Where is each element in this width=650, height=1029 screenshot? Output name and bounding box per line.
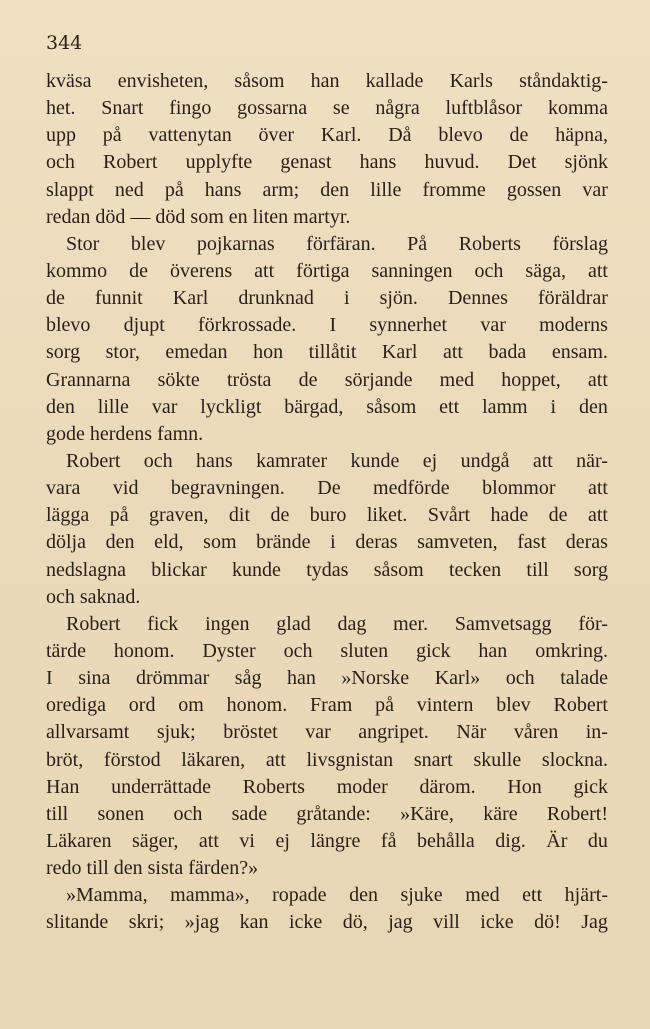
text-line: redan död — död som en liten martyr. xyxy=(46,205,351,228)
text-line: kommo de överens att förtiga sanningen och säga, att xyxy=(46,259,608,282)
text-line: dölja den eld, som brände i deras samveten, fast deras xyxy=(46,531,608,554)
body-text xyxy=(46,68,608,937)
text-line: och saknad. xyxy=(46,585,141,608)
text-line: gode herdens famn. xyxy=(46,422,204,445)
text-line: »Mamma, mamma», ropade den sjuke med ett hjärt- xyxy=(66,884,608,907)
text-line: slitande skri; »jag kan icke dö, jag vill icke dö! Jag xyxy=(46,911,608,934)
text-line: orediga ord om honom. Fram på vintern blev Robert xyxy=(46,694,608,717)
text-line: vara vid begravningen. De medförde blommor att xyxy=(46,477,608,500)
text-line: Läkaren säger, att vi ej längre få behålla dig. Är du xyxy=(46,829,608,852)
text-line: och Robert upplyfte genast hans huvud. Det sjönk xyxy=(46,151,608,174)
text-line: Han underrättade Roberts moder därom. Hon gick xyxy=(46,775,608,798)
text-line: Robert fick ingen glad dag mer. Samvetsagg för- xyxy=(66,612,608,635)
text-line: allvarsamt sjuk; bröstet var angripet. När våren in- xyxy=(46,721,608,744)
text-line: kväsa envisheten, såsom han kallade Karls ståndaktig- xyxy=(46,70,608,92)
text-line: upp på vattenytan över Karl. Då blevo de häpna, xyxy=(46,124,608,147)
text-line: Grannarna sökte trösta de sörjande med hoppet, att xyxy=(46,368,608,391)
text-line: de funnit Karl drunknad i sjön. Dennes föräldrar xyxy=(46,287,608,310)
text-line: till sonen och sade gråtande: »Käre, käre Robert! xyxy=(46,802,608,825)
text-line: het. Snart fingo gossarna se några luftblåsor komma xyxy=(46,97,608,120)
text-line: Stor blev pojkarnas förfäran. På Roberts förslag xyxy=(66,232,608,255)
text-line: blevo djupt förkrossade. I synnerhet var moderns xyxy=(46,314,608,337)
text-line: redo till den sista färden?» xyxy=(46,857,259,880)
text-line: nedslagna blickar kunde tydas såsom tecken till sorg xyxy=(46,558,608,581)
text-line: I sina drömmar såg han »Norske Karl» och talade xyxy=(46,667,608,690)
text-line: tärde honom. Dyster och sluten gick han omkring. xyxy=(46,639,608,662)
text-line: sorg stor, emedan hon tillåtit Karl att bada ensam. xyxy=(46,341,608,364)
page-number: 344 xyxy=(46,32,83,54)
text-line: den lille var lyckligt bärgad, såsom ett lamm i den xyxy=(46,395,608,418)
text-line: bröt, förstod läkaren, att livsgnistan snart skulle slockna. xyxy=(46,748,608,771)
text-line: slappt ned på hans arm; den lille fromme gossen var xyxy=(46,178,608,201)
text-line: lägga på graven, dit de buro liket. Svårt hade de att xyxy=(46,504,608,527)
text-line: Robert och hans kamrater kunde ej undgå att när- xyxy=(66,449,608,472)
